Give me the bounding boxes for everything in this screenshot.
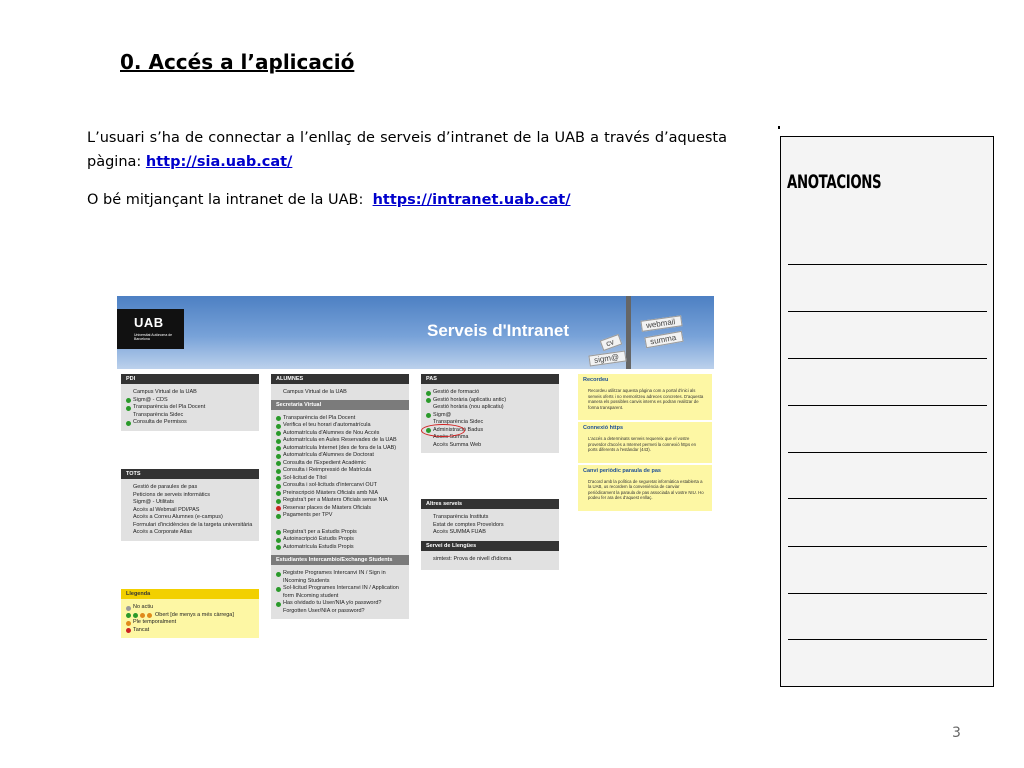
list-item[interactable]: Consulta de l'Expedient Acadèmic (271, 460, 409, 468)
status-dot-icon (276, 572, 281, 577)
status-dot-icon (276, 499, 281, 504)
note-line[interactable] (788, 358, 987, 359)
pas-header: PAS (421, 374, 559, 384)
logo-text: UAB (134, 315, 164, 330)
open-dot-icon (133, 613, 138, 618)
list-item[interactable]: Transparència Sidec (133, 411, 184, 418)
status-dot-icon (276, 461, 281, 466)
pdi-panel (121, 374, 259, 431)
full-dot-icon (126, 621, 131, 626)
list-item[interactable]: Registre Programes Intercanvi IN / Sign in INcoming Students (271, 570, 409, 585)
legend-item: Obert [de menys a més càrrega] (121, 612, 259, 620)
serveis-intranet-screenshot (117, 296, 714, 706)
recordeu-text: Recordeu utilitzar aquesta pàgina com a portal d'inici als serveis oferts i no memoritzeu adreces concretes. D'aquesta manera els possibles canvis interns es podran realitzar de forma transparent. (588, 388, 704, 410)
anotacions-panel (780, 136, 994, 687)
status-dot-icon (126, 421, 131, 426)
canvi-title: Canvi periòdic paraula de pas (583, 467, 661, 474)
list-item[interactable]: Consulta de Permisos (121, 419, 259, 427)
legend-item: Ple temporalment (121, 619, 259, 627)
anotacions-corner-mark (778, 126, 780, 129)
list-item[interactable]: Campus Virtual de la UAB (133, 389, 197, 395)
list-item[interactable]: Sol·licitud de Títol (271, 475, 409, 483)
list-item[interactable]: Registra't per a Màsters Oficials sense NIA (271, 497, 409, 505)
list-item[interactable]: Administració Badus (421, 427, 559, 435)
status-dot-icon (126, 398, 131, 403)
status-dot-icon (276, 491, 281, 496)
altres-serveis-panel (421, 499, 559, 570)
uab-logo[interactable] (117, 309, 184, 349)
load-dot-icon (140, 613, 145, 618)
list-item[interactable]: Peticions de serveis informàtics (133, 491, 211, 498)
sigma-highlight-circle (421, 424, 465, 437)
connexio-text: L'accés a determinats serveis requereix que el vostre proveïdor d'accés a Internet permeti la connexió https en ports diferents a l'estàndar (443). (588, 436, 697, 452)
status-dot-icon (276, 439, 281, 444)
list-item[interactable]: Automatrícula en Aules Reservades de la UAB (271, 437, 409, 445)
intro-text: L’usuari s’ha de connectar a l’enllaç de serveis d’intranet de la UAB a través d’aquesta pàgina: (87, 130, 727, 170)
status-dot-icon (276, 506, 281, 511)
list-item[interactable]: Transparència del Pla Docent (121, 404, 259, 412)
list-item[interactable]: Accés SUMMA FUAB (433, 529, 486, 535)
list-item[interactable]: Consulta i Reimpressió de Matrícula (271, 467, 409, 475)
note-line[interactable] (788, 546, 987, 547)
legend-panel (121, 589, 259, 638)
status-dot-icon (426, 398, 431, 403)
sign-cv: cv (600, 334, 623, 351)
section-title: 0. Accés a l’aplicació (120, 50, 355, 74)
status-dot-icon (276, 454, 281, 459)
list-item[interactable]: Estat de comptes Proveïdors (433, 521, 504, 528)
sign-webmail: webmail (640, 315, 682, 332)
list-item[interactable]: Accés Summa Web (433, 441, 482, 448)
status-dot-icon (276, 538, 281, 543)
list-item[interactable]: Automatrícula d'Alumnes de Nou Accés (271, 430, 409, 438)
sigma-link[interactable]: Sigm@ (421, 412, 559, 420)
status-dot-icon (276, 446, 281, 451)
status-dot-icon (276, 514, 281, 519)
note-line[interactable] (788, 452, 987, 453)
pdi-header: PDI (121, 374, 259, 384)
list-item[interactable]: Gestió horària (nou aplicatiu) (433, 404, 504, 410)
alumnes-header: ALUMNES (271, 374, 409, 384)
sia-link[interactable]: http://sia.uab.cat/ (145, 154, 293, 170)
list-item[interactable]: Automatrícula Estudis Propis (271, 544, 409, 552)
status-dot-icon (276, 431, 281, 436)
list-item[interactable]: Preinscripció Màsters Oficials amb NIA (271, 490, 409, 498)
secretaria-header: Secretaria Virtual (271, 400, 409, 410)
recordeu-title: Recordeu (583, 377, 609, 383)
list-item[interactable]: Sol·licitud Programes Intercanvi IN / Application form INcoming student (271, 585, 409, 600)
load-dot-icon (147, 613, 152, 618)
legend-header: Llegenda (121, 589, 259, 599)
note-line[interactable] (788, 264, 987, 265)
logo-subtitle: Universitat Autònoma de Barcelona (134, 333, 173, 341)
list-item[interactable]: Pagaments per TPV (271, 512, 409, 520)
list-item[interactable]: Accés a Correu Alumnes (e-campus) (133, 514, 223, 520)
list-item[interactable]: Consulta i sol·licituds d'intercanvi OUT (271, 482, 409, 490)
list-item[interactable]: Gestió de paraules de pas (133, 484, 198, 490)
list-item[interactable]: Transparència Instituts (433, 514, 489, 520)
list-item[interactable]: Gestió de formació (421, 389, 559, 397)
list-item[interactable]: Formulari d'incidències de la targeta universitària (133, 521, 253, 528)
status-dot-icon (426, 413, 431, 418)
page-number: 3 (952, 725, 961, 741)
status-dot-icon (276, 530, 281, 535)
pas-panel (421, 374, 559, 453)
list-item[interactable]: Autoinscripció Estudis Propis (271, 536, 409, 544)
tots-panel (121, 469, 259, 541)
list-item[interactable]: Campus Virtual de la UAB (283, 389, 347, 395)
closed-dot-icon (126, 628, 131, 633)
list-item[interactable]: Accés a Corporate Atlas (133, 529, 193, 535)
notes-column (578, 374, 712, 511)
list-item[interactable]: Has olvidado tu User/NIA y/o password? Forgotten User/NIA or password? (271, 600, 409, 615)
anotacions-title: ANOTACIONS (787, 171, 882, 193)
status-dot-icon (126, 406, 131, 411)
intranet-text: O bé mitjançant la intranet de la UAB: (87, 192, 364, 208)
signpost-pole (626, 296, 631, 369)
sign-summa: summa (644, 331, 684, 348)
connexio-box (578, 422, 712, 463)
status-dot-icon (276, 469, 281, 474)
note-line[interactable] (788, 593, 987, 594)
intranet-paragraph (87, 188, 727, 212)
list-item[interactable]: Verifica el teu horari d'automatrícula (271, 422, 409, 430)
legend-item: Tancat (121, 627, 259, 635)
note-line[interactable] (788, 498, 987, 499)
status-dot-icon (276, 484, 281, 489)
status-dot-icon (276, 545, 281, 550)
note-line[interactable] (788, 311, 987, 312)
list-item[interactable]: Automatrícula Internet (des de fora de la UAB) (271, 445, 409, 453)
list-item[interactable]: Registra't per a Estudis Propis (271, 529, 409, 537)
note-line[interactable] (788, 405, 987, 406)
llengues-header: Servei de Llengües (421, 541, 559, 551)
canvi-text: D'acord amb la política de seguretat informàtica establerta a la UAB, us recordem la conveniència de canviar periòdicament la paraula de pas associada al vostre NIU. Ho podeu fer ara des d'aquest enllaç. (588, 478, 704, 500)
status-dot-icon (276, 602, 281, 607)
recordeu-box (578, 374, 712, 420)
list-item[interactable]: Gestió horària (aplicatiu antic) (421, 397, 559, 405)
list-item[interactable]: Sigm@ - CDS (121, 397, 259, 405)
list-item[interactable]: Automatrícula d'Alumnes de Doctorat (271, 452, 409, 460)
list-item[interactable]: Accés al Webmail PDI/PAS (133, 506, 200, 513)
intranet-link[interactable]: https://intranet.uab.cat/ (372, 192, 571, 208)
alumnes-panel (271, 374, 409, 619)
altres-header: Altres serveis (421, 499, 559, 509)
status-dot-icon (426, 391, 431, 396)
open-dot-icon (126, 613, 131, 618)
status-dot-icon (276, 424, 281, 429)
list-item[interactable]: simtest: Prova de nivell d'idioma (433, 555, 512, 562)
connexio-title: Connexió https (583, 425, 624, 431)
intro-paragraph (87, 126, 727, 174)
status-dot-icon (276, 587, 281, 592)
intercanvi-header: Estudiantes Intercambio/Exchange Students (271, 555, 409, 565)
list-item[interactable]: Sigm@ - Utilitats (133, 499, 175, 505)
banner-title: Serveis d'Intranet (427, 321, 569, 340)
inactive-dot-icon (126, 606, 131, 611)
list-item[interactable]: Accés Summa (433, 434, 469, 440)
note-line[interactable] (788, 639, 987, 640)
canvi-box (578, 465, 712, 511)
list-item[interactable]: Transparència del Pla Docent (271, 415, 409, 423)
portal-banner (117, 296, 714, 369)
legend-item: No actiu (121, 604, 259, 612)
status-dot-icon (276, 416, 281, 421)
list-item[interactable]: Reservar places de Màsters Oficials (271, 505, 409, 513)
status-dot-icon (276, 476, 281, 481)
sign-sigma: sigm@ (588, 350, 626, 366)
list-item[interactable]: Transparència Sidec (433, 419, 484, 425)
tots-header: TOTS (121, 469, 259, 479)
